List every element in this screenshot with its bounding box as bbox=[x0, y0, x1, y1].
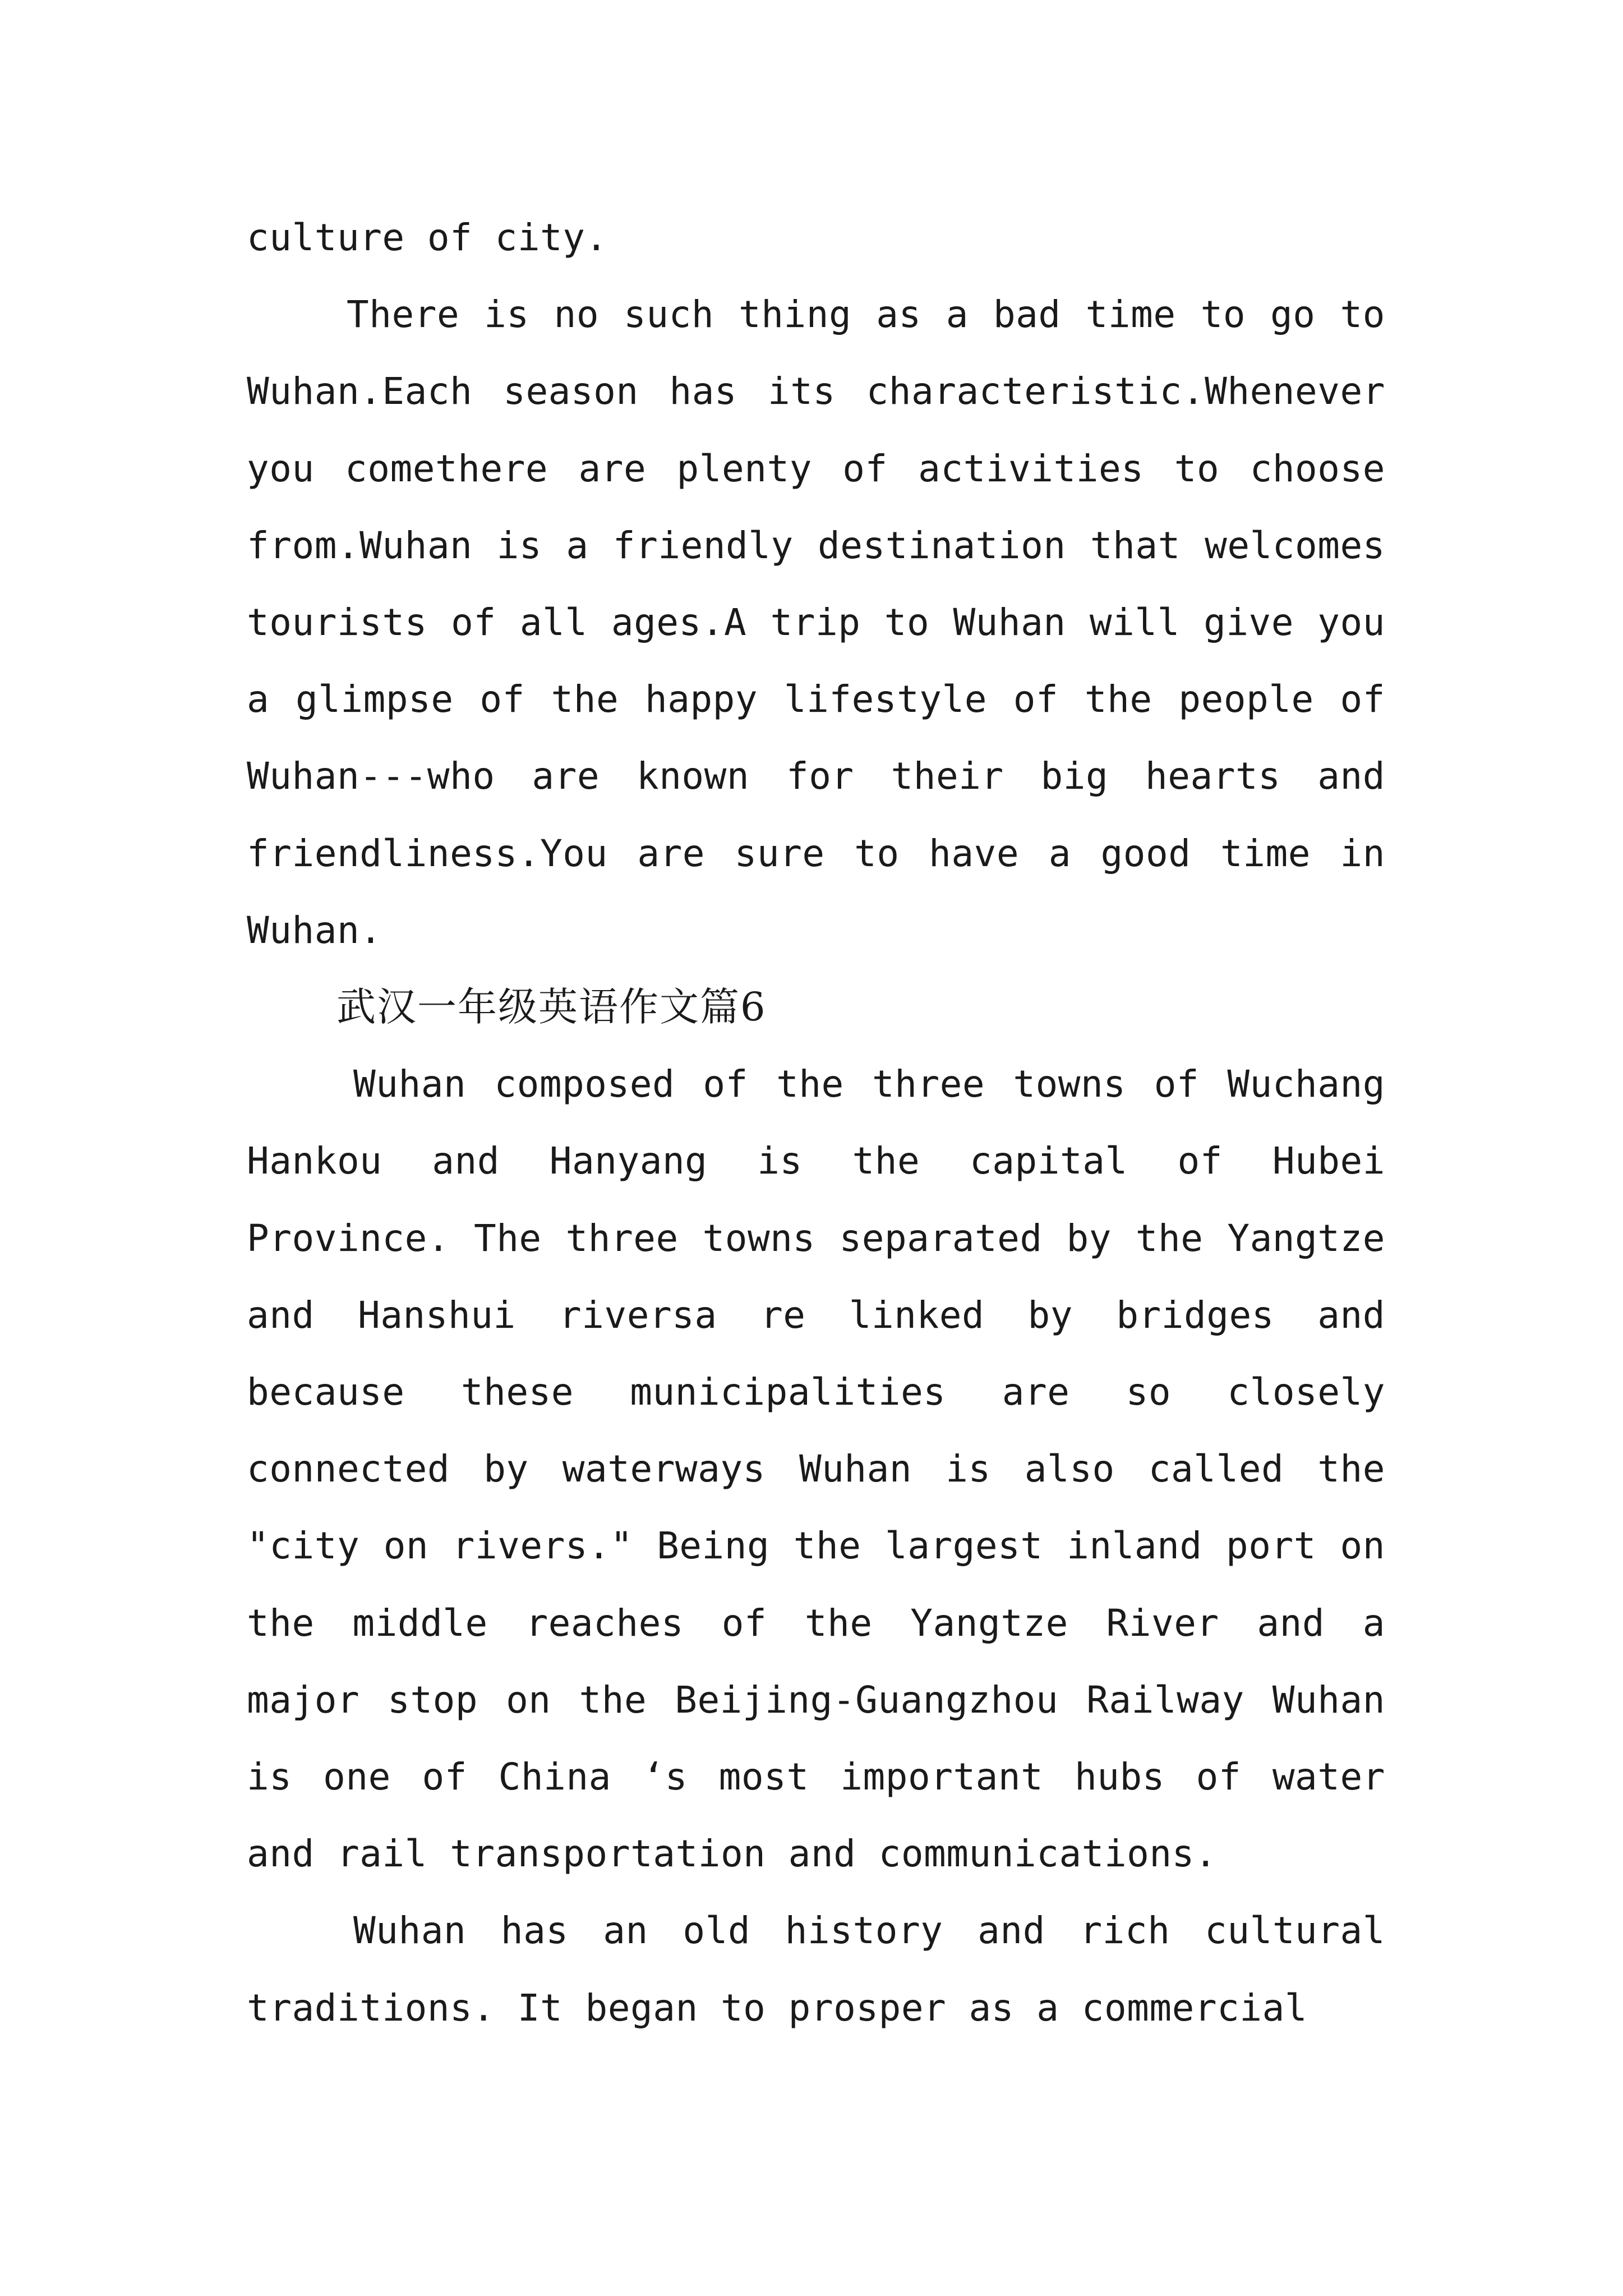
paragraph-no-bad-time: There is no such thing as a bad time to go to Wuhan.Each season has its characteristic.Whenever you comethere are plenty of activities to choose from.Wuhan is a friendly destination that welcomes tourists of all ages.A trip to Wuhan will give you a glimpse of the happy lifestyle of the people of Wuhan---who are known for their big hearts and friendliness.You are sure to have a good time in Wuhan. bbox=[247, 293, 1385, 952]
document-body bbox=[247, 199, 1385, 2046]
paragraph-culture-of-city: culture of city. bbox=[247, 216, 608, 259]
section-heading: 武汉一年级英语作文篇6 bbox=[336, 984, 767, 1030]
paragraph-wuhan-history: Wuhan has an old history and rich cultural traditions. It began to prosper as a commercial bbox=[247, 1909, 1385, 2030]
paragraph-wuhan-composed: Wuhan composed of the three towns of Wuchang Hankou and Hanyang is the capital of Hubei Province. The three towns separated by the Yangtze and Hanshui riversa re linked by bridges and because these municipalities are so closely connected by waterways Wuhan is also called the "city on rivers." Being the largest inland port on the middle reaches of the Yangtze River and a major stop on the Beijing-Guangzhou Railway Wuhan is one of China ‘s most important hubs of water and rail transportation and communications. bbox=[247, 1062, 1385, 1876]
